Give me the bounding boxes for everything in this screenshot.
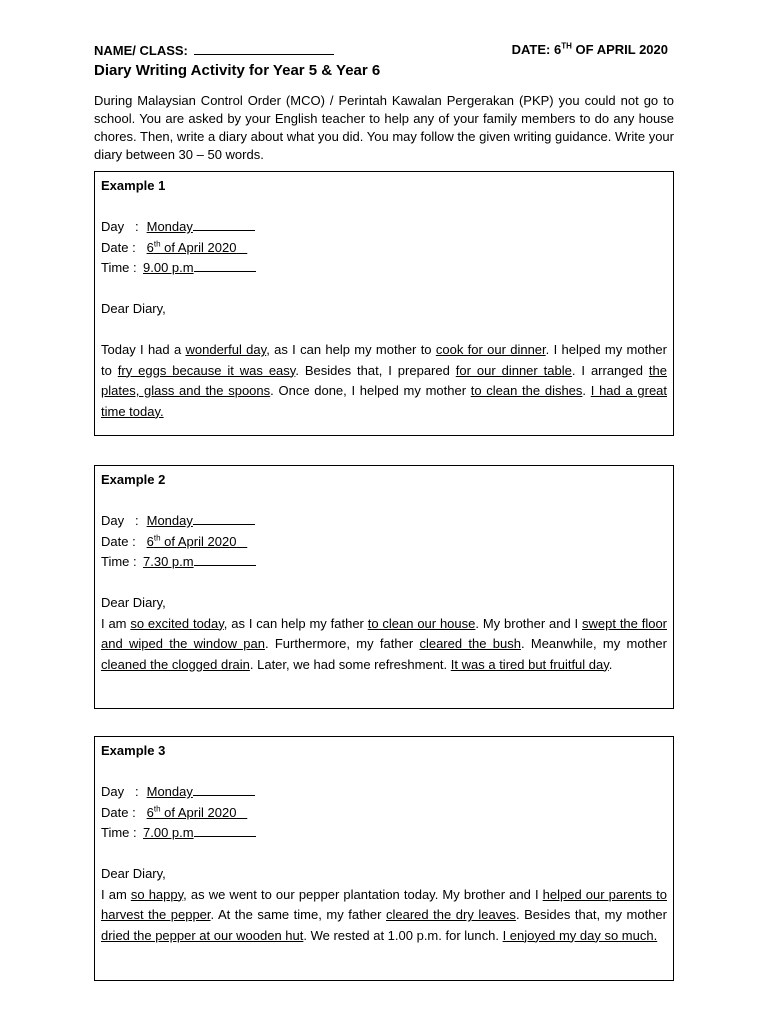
example-title: Example 3 (101, 743, 166, 758)
diary-text: I am (101, 615, 131, 631)
name-class-field (94, 42, 334, 58)
diary-body (101, 340, 667, 422)
underlined-phrase: cook for our dinner (435, 342, 546, 357)
diary-text: I am (101, 886, 131, 902)
time-value: 9.00 p.m (143, 260, 194, 275)
underlined-phrase: It was a tired but fruitful day (450, 656, 609, 672)
diary-body (101, 885, 667, 947)
name-class-blank (194, 42, 334, 55)
time-value: 7.00 p.m (143, 825, 194, 840)
header-date-suffix: OF APRIL 2020 (571, 42, 668, 57)
worksheet-title: Diary Writing Activity for Year 5 & Year 6 (94, 62, 381, 79)
greeting: Dear Diary, (101, 301, 166, 316)
example-box-3 (94, 736, 674, 981)
day-label: Day : (101, 219, 139, 234)
diary-text: , as I can help my father (223, 615, 368, 631)
diary-text: . Meanwhile, my mother (520, 636, 667, 651)
day-line (101, 511, 667, 532)
time-line (101, 552, 667, 573)
underlined-phrase: I had a great time today. (101, 383, 668, 419)
day-line (101, 782, 667, 803)
example-title: Example 1 (101, 178, 166, 193)
date-label: Date : (101, 533, 136, 549)
example-box-1 (94, 171, 674, 436)
time-value: 7.30 p.m (143, 554, 194, 569)
diary-text: . At the same time, my father (210, 907, 386, 922)
underlined-phrase: the plates, glass and the spoons (101, 362, 667, 398)
underlined-phrase: dried the pepper at our wooden hut (101, 927, 304, 943)
date-value: 6th of April 2020 (146, 804, 237, 820)
date-value: 6th of April 2020 (146, 239, 237, 255)
underlined-phrase: swept the floor and wiped the window pan (101, 615, 668, 651)
diary-text: , as I can help my mother to (266, 342, 436, 357)
greeting: Dear Diary, (101, 595, 166, 610)
underlined-phrase: so happy (130, 886, 184, 902)
diary-body (101, 614, 667, 676)
date-label: Date : (101, 804, 136, 820)
underlined-phrase: I enjoyed my day so much. (502, 927, 658, 943)
date-line (101, 803, 667, 824)
diary-text: . (608, 656, 613, 672)
intro-instructions: During Malaysian Control Order (MCO) / Perintah Kawalan Pergerakan (PKP) you could not go to school. You are asked by your English teacher to help any of your family members to do any house chores. Then, write a diary about what you did. You may follow the given writing guidance. Write your diary between 30 – 50 words. (94, 93, 674, 162)
diary-text: . Later, we had some refreshment. (249, 656, 451, 672)
date-label: Date : (101, 239, 136, 255)
underlined-phrase: helped our parents to harvest the pepper (101, 886, 667, 922)
time-label: Time : (101, 825, 137, 840)
underlined-phrase: wonderful day (185, 342, 267, 357)
underlined-phrase: to clean the dishes (470, 383, 583, 398)
day-label: Day : (101, 784, 139, 799)
diary-text: . (582, 383, 591, 398)
underlined-phrase: cleared the dry leaves (386, 907, 516, 922)
underlined-phrase: cleaned the clogged drain (101, 656, 250, 672)
header-date-prefix: DATE: 6 (511, 42, 562, 57)
name-class-label: NAME/ CLASS: (94, 43, 188, 58)
underlined-phrase: fry eggs because it was easy (117, 362, 296, 378)
time-line (101, 258, 667, 279)
underlined-phrase: to clean our house (367, 615, 476, 631)
underlined-phrase: so excited today (130, 615, 224, 631)
day-value: Monday (146, 784, 193, 799)
header-date-sup: TH (561, 41, 572, 51)
day-line (101, 217, 667, 238)
underlined-phrase: for our dinner table (455, 362, 572, 378)
header-row (94, 42, 668, 60)
date-line (101, 238, 667, 259)
diary-text: Today I had a (101, 342, 186, 357)
time-label: Time : (101, 554, 137, 569)
header-date (512, 42, 668, 57)
time-line (101, 823, 667, 844)
diary-text: . I helped my mother to (101, 342, 667, 378)
diary-text: . My brother and I (475, 615, 583, 631)
underlined-phrase: cleared the bush (419, 636, 521, 651)
diary-text: . Besides that, I prepared (295, 362, 456, 378)
example-box-2 (94, 465, 674, 709)
diary-text: , as we went to our pepper plantation today. My brother and I (183, 886, 543, 902)
day-label: Day : (101, 513, 139, 528)
diary-text: . We rested at 1.00 p.m. for lunch. (303, 927, 503, 943)
diary-text: . I arranged (571, 362, 649, 378)
day-value: Monday (146, 219, 193, 234)
greeting: Dear Diary, (101, 866, 166, 881)
date-line (101, 532, 667, 553)
date-value: 6th of April 2020 (146, 533, 237, 549)
example-title: Example 2 (101, 472, 166, 487)
diary-text: . Besides that, my mother (515, 907, 667, 922)
day-value: Monday (146, 513, 193, 528)
diary-text: . Once done, I helped my mother (270, 383, 471, 398)
time-label: Time : (101, 260, 137, 275)
diary-text: . Furthermore, my father (264, 636, 420, 651)
